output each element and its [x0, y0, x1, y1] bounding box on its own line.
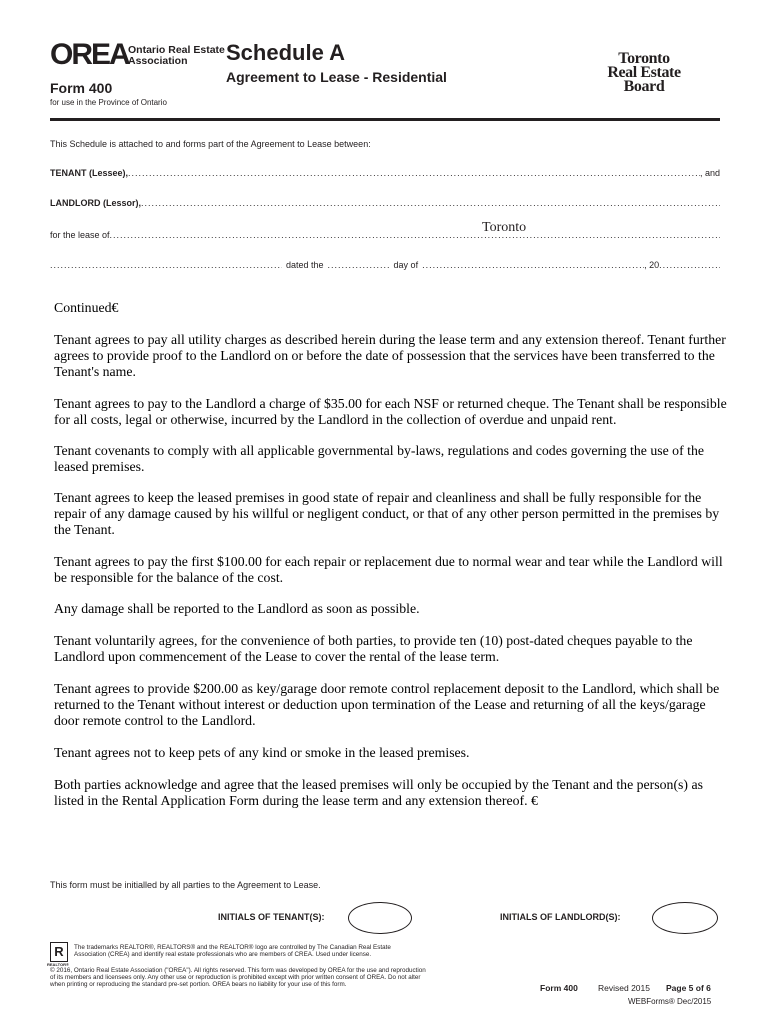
clause-utilities: Tenant agrees to pay all utility charges as described herein during the lease term and any extension thereof. Tenant further agrees to provide proof to the Landlord on or before the date of possession that the services have been transferred to the Tenant's name.: [54, 332, 726, 379]
copyright-line1: © 2016, Ontario Real Estate Association ("OREA"). All rights reserved. This form was developed by OREA for the use and reproduction: [50, 967, 426, 974]
copyright-notice: [50, 967, 426, 988]
address-field[interactable]: [50, 260, 282, 270]
page-number: Page 5 of 6: [666, 983, 711, 993]
continued-heading: Continued€: [54, 300, 119, 315]
year-prefix: , 20: [644, 260, 660, 270]
landlord-initials-label: INITIALS OF LANDLORD(S):: [500, 912, 621, 922]
webforms-mark: WEBForms® Dec/2015: [628, 997, 712, 1006]
lease-of-row: [50, 226, 720, 240]
page-subtitle: Agreement to Lease - Residential: [226, 69, 447, 85]
lease-of-value: Toronto: [482, 220, 527, 235]
trademark-notice: [74, 944, 391, 958]
trademark-line1: The trademarks REALTOR®, REALTORS® and the REALTOR® logo are controlled by The Canadian Real Estate: [74, 944, 391, 951]
orea-association-name: [128, 45, 225, 67]
lease-of-label: for the lease of: [50, 230, 110, 240]
page-title: Schedule A: [226, 40, 345, 65]
header-divider: [50, 118, 720, 121]
copyright-line3: when printing or reproducing the standard pre-set portion. OREA bears no liability for your use of this form.: [50, 981, 347, 988]
board-line1: Toronto: [618, 50, 670, 67]
initials-note: This form must be initialled by all parties to the Agreement to Lease.: [50, 880, 321, 890]
clause-deposit: Tenant agrees to provide $200.00 as key/garage door remote control replacement deposit to the Landlord, which shall be returned to the Tenant without interest or deduction upon termination of the Lease and returning of all the keys/garage door remote control to the Landlord.: [54, 681, 720, 728]
copyright-line2: of its members and licensees only. Any other use or reproduction is prohibited except with prior written consent of OREA. Do not alter: [50, 974, 421, 981]
year-field[interactable]: [659, 260, 720, 270]
day-field[interactable]: [328, 260, 390, 270]
tenant-initials-oval[interactable]: [348, 902, 412, 934]
landlord-label: LANDLORD (Lessor),: [50, 198, 142, 208]
tenant-and: , and: [699, 168, 720, 178]
orea-name-line2: Association: [128, 55, 188, 67]
board-line2: Real Estate: [607, 64, 681, 81]
clause-wear-tear: Tenant agrees to pay the first $100.00 for each repair or replacement due to normal wear and tear while the Landlord will be responsible for the balance of the cost.: [54, 554, 723, 585]
clause-pets-smoking: Tenant agrees not to keep pets of any kind or smoke in the leased premises.: [54, 745, 470, 760]
orea-name-line1: Ontario Real Estate: [128, 44, 225, 56]
lease-of-field[interactable]: [110, 230, 720, 240]
trademark-line2: Association (CREA) and identify real estate professionals who are members of CREA. Used under license.: [74, 951, 372, 958]
clause-bylaws: Tenant covenants to comply with all applicable governmental by-laws, regulations and codes governing the use of the leased premises.: [54, 443, 704, 474]
month-field[interactable]: [422, 260, 644, 270]
realtor-logo-text: REALTOR®: [47, 962, 69, 967]
landlord-initials-oval[interactable]: [652, 902, 718, 934]
form-use-note: for use in the Province of Ontario: [50, 98, 167, 107]
dated-row: [50, 256, 720, 270]
tenant-initials-label: INITIALS OF TENANT(S):: [218, 912, 325, 922]
tenant-row: [50, 164, 720, 178]
dated-the-label: dated the: [286, 260, 324, 270]
footer-form-number: Form 400: [540, 983, 578, 993]
landlord-field[interactable]: [141, 198, 720, 208]
attached-statement: This Schedule is attached to and forms part of the Agreement to Lease between:: [50, 139, 371, 149]
clause-nsf: Tenant agrees to pay to the Landlord a charge of $35.00 for each NSF or returned cheque. The Tenant shall be responsible for all costs, legal or otherwise, incurred by the Landlord in the collection of overdue and unpaid rent.: [54, 396, 727, 427]
day-of-label: day of: [393, 260, 419, 270]
toronto-real-estate-board-logo: [596, 52, 692, 94]
realtor-logo: R: [50, 942, 68, 962]
clause-cheques: Tenant voluntarily agrees, for the convenience of both parties, to provide ten (10) post-dated cheques payable to the Landlord upon commencement of the Lease to cover the rental of the lease term.: [54, 633, 693, 664]
orea-logo: OREA: [50, 38, 129, 71]
footer-revised: Revised 2015: [598, 983, 650, 993]
clause-repair: Tenant agrees to keep the leased premises in good state of repair and cleanliness and shall be fully responsible for the repair of any damage caused by his willful or negligent conduct, or that of any other person permitted in the premises by the Tenant.: [54, 490, 720, 537]
clause-occupancy: Both parties acknowledge and agree that the leased premises will only be occupied by the Tenant and the person(s) as listed in the Rental Application Form during the lease term and any extension thereof. €: [54, 777, 703, 808]
form-number: Form 400: [50, 80, 113, 96]
tenant-label: TENANT (Lessee),: [50, 168, 129, 178]
landlord-row: [50, 194, 720, 208]
board-line3: Board: [623, 78, 665, 95]
clause-damage: Any damage shall be reported to the Landlord as soon as possible.: [54, 601, 420, 616]
tenant-field[interactable]: [128, 168, 700, 178]
